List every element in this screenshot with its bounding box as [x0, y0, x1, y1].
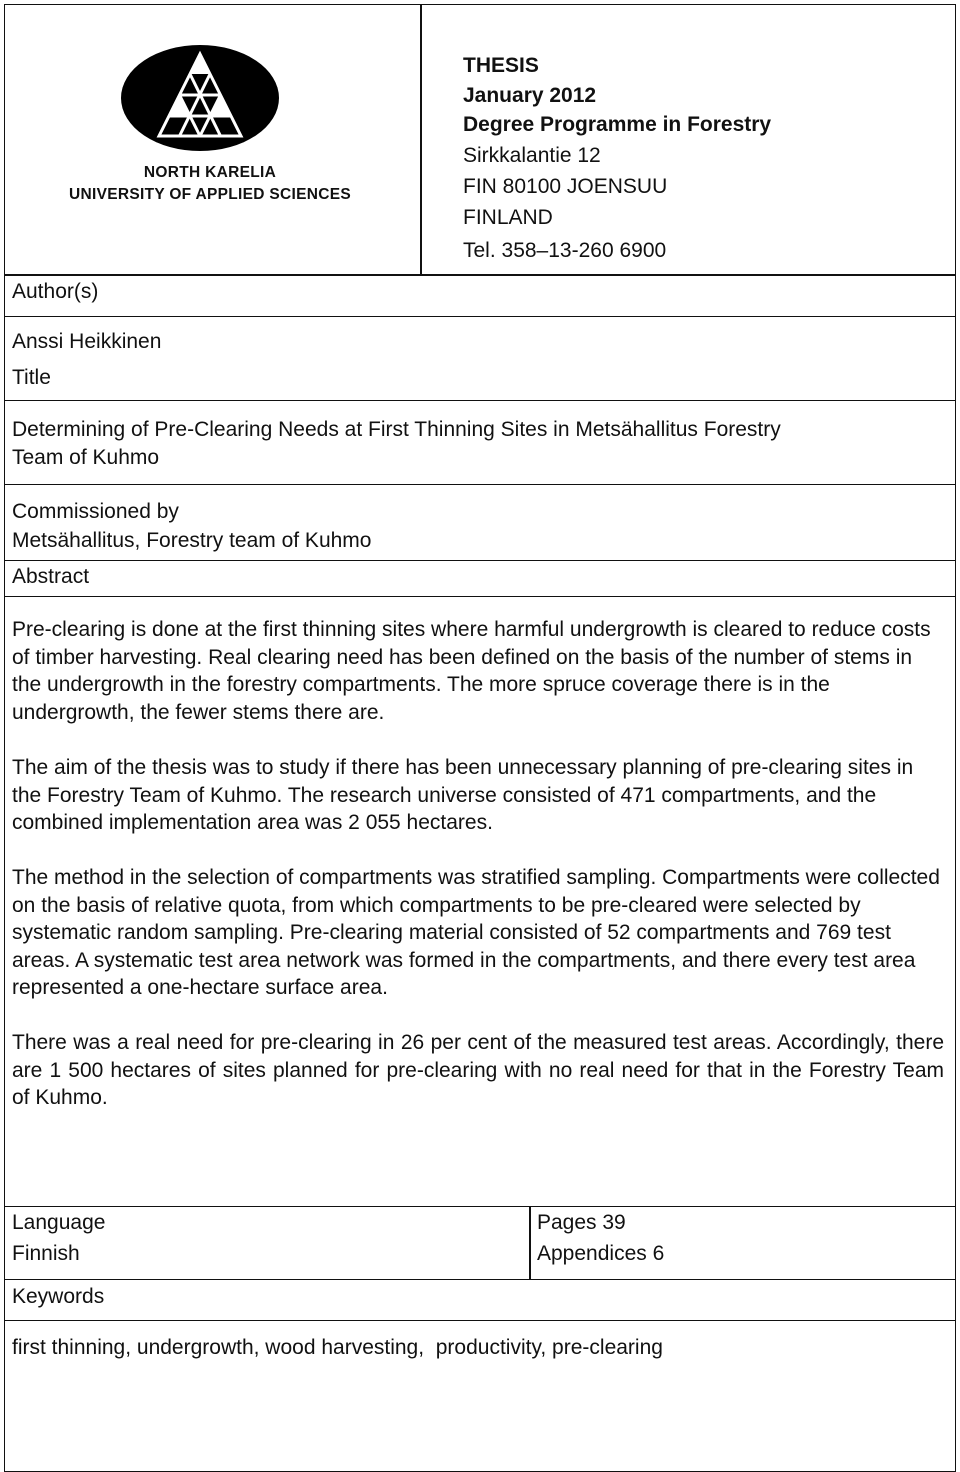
abstract-rule-top	[4, 560, 956, 561]
logo-name-line2: UNIVERSITY OF APPLIED SCIENCES	[68, 186, 352, 203]
title-label: Title	[12, 366, 51, 389]
address-street: Sirkkalantie 12	[463, 144, 601, 167]
doc-date: January 2012	[463, 84, 597, 107]
abstract-label: Abstract	[12, 565, 90, 588]
keywords-label: Keywords	[12, 1285, 105, 1308]
author-name: Anssi Heikkinen	[12, 330, 162, 353]
pages-count: Pages 39	[537, 1211, 626, 1234]
logo-name-line1: NORTH KARELIA	[143, 164, 277, 181]
keywords-value: first thinning, undergrowth, wood harvesting, productivity, pre-clearing	[12, 1336, 663, 1359]
commissioned-label: Commissioned by	[12, 500, 179, 523]
language-label: Language	[12, 1211, 106, 1234]
university-logo-icon	[120, 44, 280, 152]
abstract-paragraph: There was a real need for pre-clearing in 26 per cent of the measured test areas. Accordingly, there are 1 500 hectares of sites planned for pre-clearing with no real need for that in the Forestry Team of Kuhmo.	[12, 1031, 944, 1109]
author-rule	[4, 316, 956, 317]
abstract-rule	[4, 596, 956, 597]
abstract-paragraph: The method in the selection of compartments was stratified sampling. Compartments were collected on the basis of relative quota, from which compartments to be pre-cleared were selected by systematic random sampling. Pre-clearing material consisted of 52 compartments and 769 test areas. A systematic test area network was formed in the compartments, and there every test area represented a one-hectare surface area.	[12, 866, 940, 999]
address-country: FINLAND	[463, 206, 553, 229]
author-label: Author(s)	[12, 280, 99, 303]
abstract-paragraph: Pre-clearing is done at the first thinning sites where harmful undergrowth is cleared to reduce costs of timber harvesting. Real clearing need has been defined on the basis of the number of stems in the undergrowth in the forestry compartments. The more spruce coverage there is in the undergrowth, the fewer stems there are.	[12, 618, 931, 724]
title-rule	[4, 400, 956, 401]
thesis-title-line2: Team of Kuhmo	[12, 446, 160, 469]
degree-programme: Degree Programme in Forestry	[463, 113, 772, 136]
commissioned-value: Metsähallitus, Forestry team of Kuhmo	[12, 529, 372, 552]
commissioned-rule	[4, 484, 956, 485]
doc-type: THESIS	[463, 54, 539, 77]
abstract-paragraph: The aim of the thesis was to study if there has been unnecessary planning of pre-clearing sites in the Forestry Team of Kuhmo. The research universe consisted of 471 compartments, and the combined implementation area was 2 055 hectares.	[12, 756, 914, 834]
phone-number: Tel. 358–13-260 6900	[463, 239, 667, 262]
language-value: Finnish	[12, 1242, 80, 1265]
keywords-rule	[4, 1320, 956, 1321]
header-info-cell	[420, 4, 956, 276]
appendices-count: Appendices 6	[537, 1242, 665, 1265]
thesis-title-line1: Determining of Pre-Clearing Needs at First Thinning Sites in Metsähallitus Forestry	[12, 418, 781, 441]
address-city: FIN 80100 JOENSUU	[463, 175, 668, 198]
